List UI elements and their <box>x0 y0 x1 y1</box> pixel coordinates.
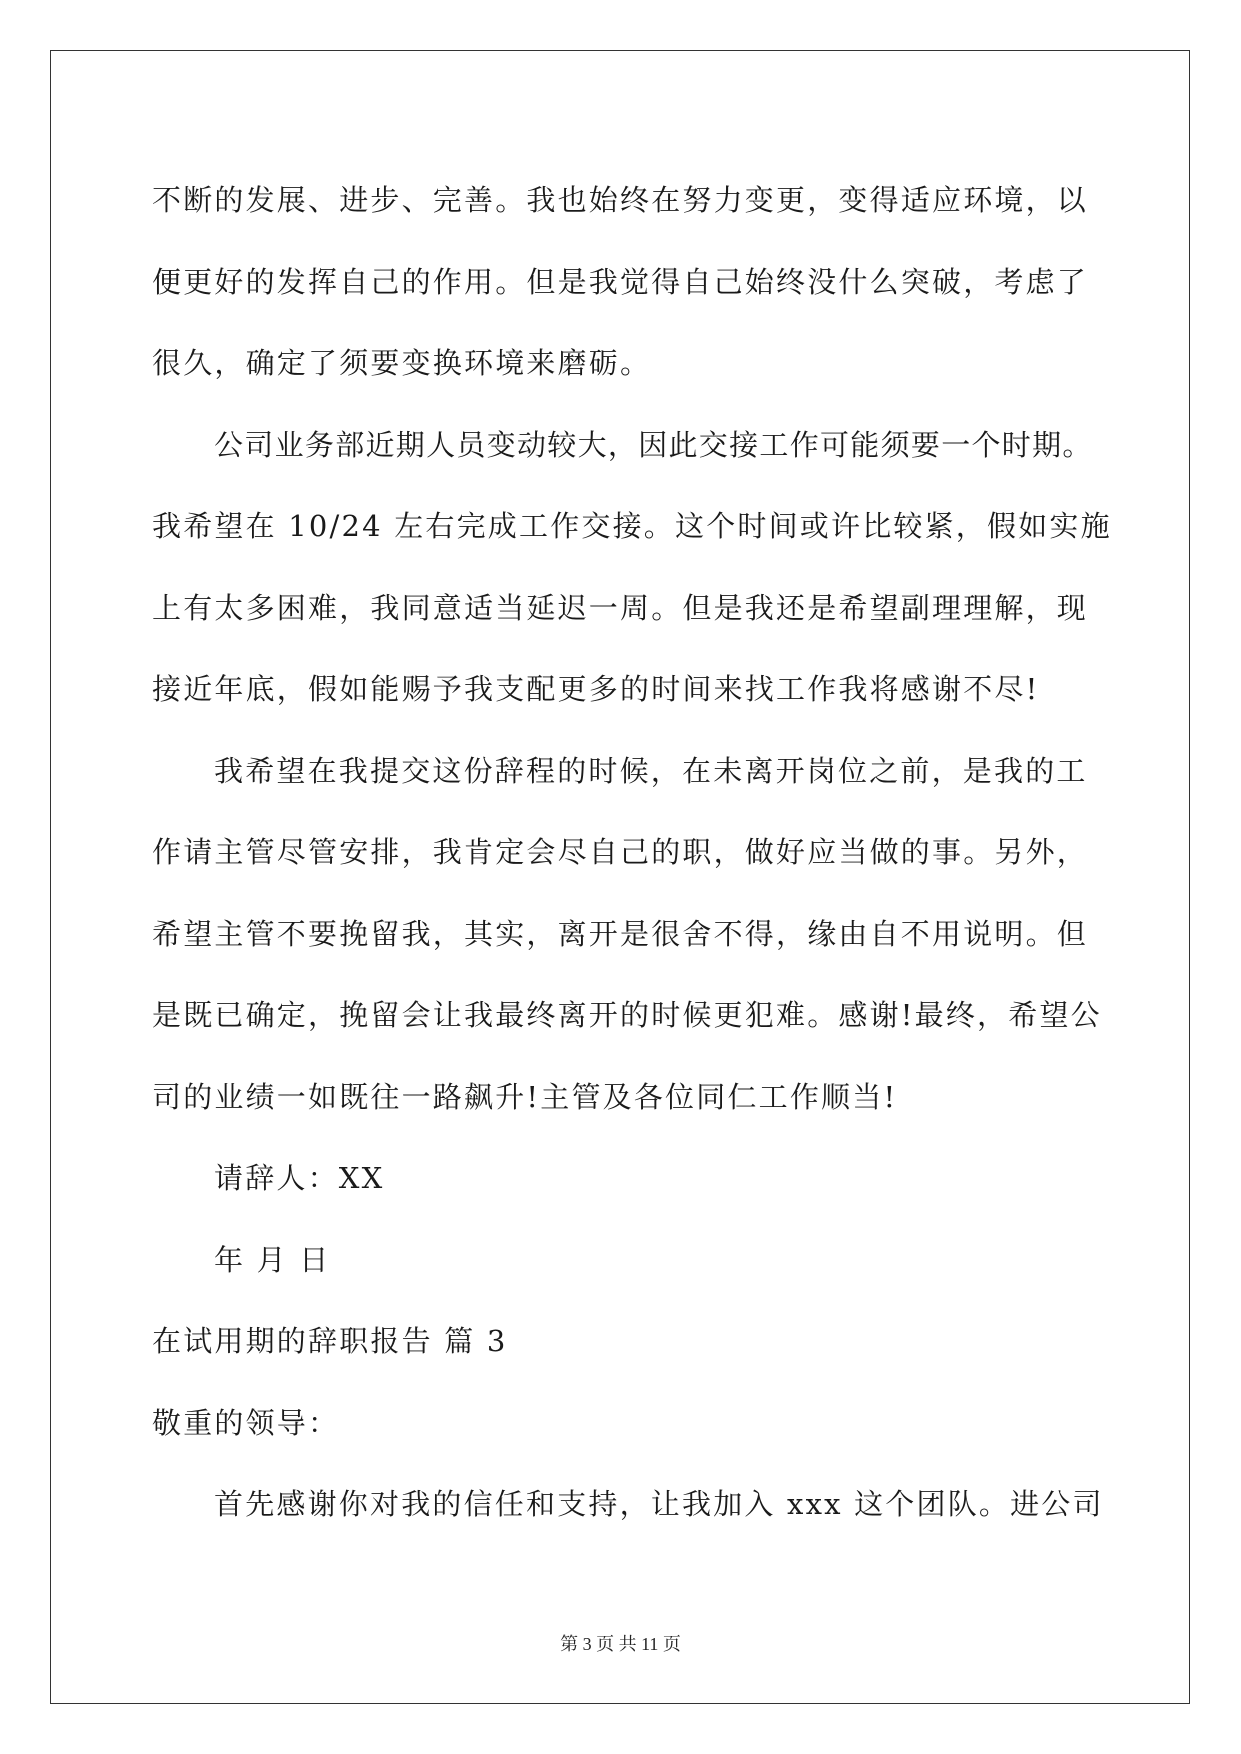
document-body <box>152 160 1112 1546</box>
date-line: 年 月 日 <box>214 1242 331 1277</box>
salutation: 敬重的领导： <box>152 1405 340 1440</box>
text-line: 便更好的发挥自己的作用。但是我觉得自己始终没什么突破，考虑了 <box>152 264 1089 299</box>
paragraph-first-line: 首先感谢你对我的信任和支持，让我加入 xxx 这个团队。进公司 <box>214 1487 1104 1521</box>
paragraph-first-line: 我希望在我提交这份辞程的时候，在未离开岗位之前，是我的工 <box>214 753 1088 788</box>
text-line: 上有太多困难，我同意适当延迟一周。但是我还是希望副理理解，现 <box>152 590 1089 625</box>
text-line: 司的业绩一如既往一路飙升!主管及各位同仁工作顺当! <box>152 1079 898 1114</box>
text-line: 不断的发展、进步、完善。我也始终在努力变更，变得适应环境，以 <box>152 183 1089 217</box>
section-title: 在试用期的辞职报告 篇 3 <box>152 1324 508 1358</box>
paragraph-first-line: 公司业务部近期人员变动较大，因此交接工作可能须要一个时期。 <box>214 427 1093 462</box>
page-footer: 第 3 页 共 11 页 <box>560 1634 681 1654</box>
text-line: 我希望在 10/24 左右完成工作交接。这个时间或许比较紧，假如实施 <box>152 509 1112 543</box>
text-line: 希望主管不要挽留我，其实，离开是很舍不得，缘由自不用说明。但 <box>152 916 1089 951</box>
text-line: 作请主管尽管安排，我肯定会尽自己的职，做好应当做的事。另外， <box>152 835 1089 869</box>
signer-line: 请辞人：XX <box>214 1161 385 1195</box>
text-line: 接近年底，假如能赐予我支配更多的时间来找工作我将感谢不尽! <box>152 672 1040 706</box>
text-line: 很久，确定了须要变换环境来磨砺。 <box>152 346 652 380</box>
text-line: 是既已确定，挽留会让我最终离开的时候更犯难。感谢!最终，希望公 <box>152 998 1102 1032</box>
